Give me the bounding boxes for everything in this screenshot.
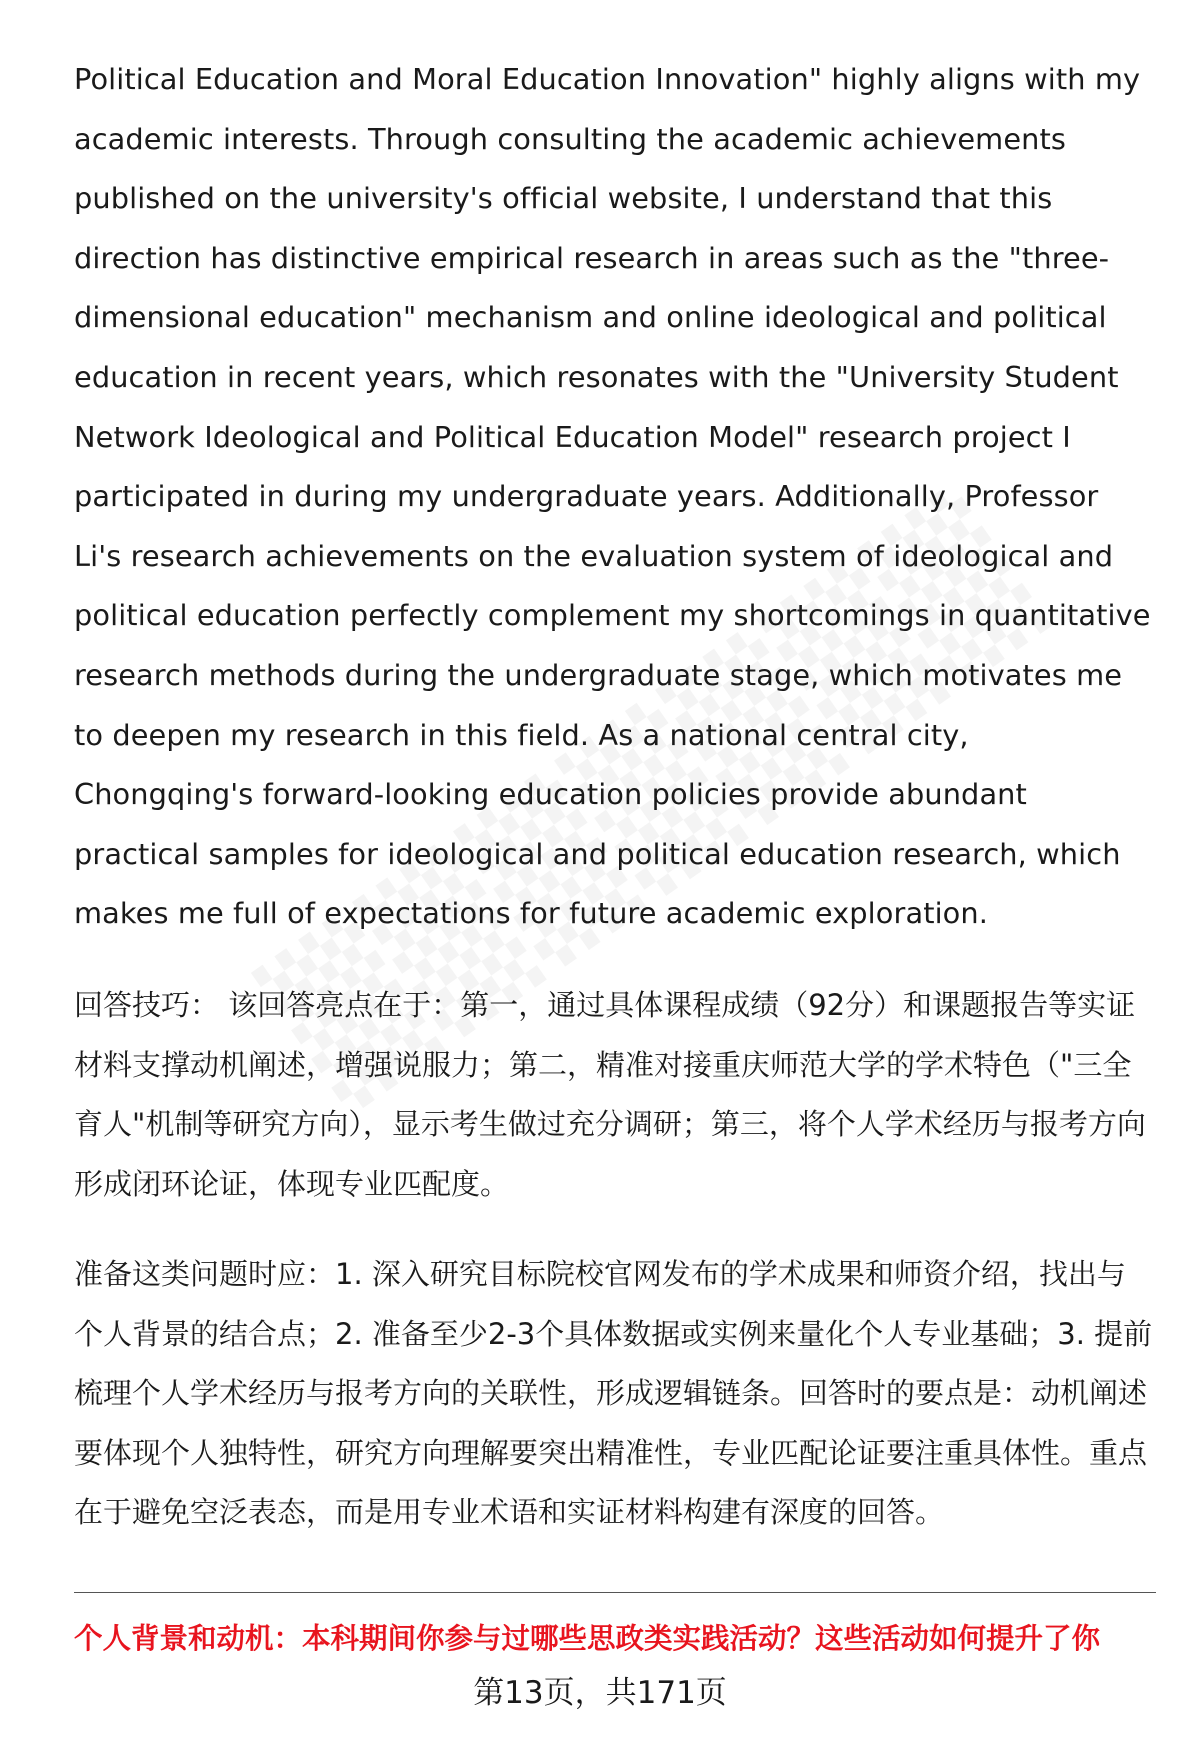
page-number: 第13页，共171页 bbox=[473, 1675, 727, 1711]
next-question-heading: 个人背景和动机：本科期间你参与过哪些思政类实践活动？这些活动如何提升了你 bbox=[74, 1622, 1101, 1655]
answer-english-paragraph: Political Education and Moral Education Innovation" highly aligns with my academic interests. Through consulting the academic achievements published on the university's official website, I understand that this direction has distinctive empirical research in areas such as the "three-dimensional education" mechanism and online ideological and political education in recent years, which resonates with the "University Student Network Ideological and Political Education Model" research project I participated in during my undergraduate years. Additionally, Professor Li's research achievements on the evaluation system of ideological and political education perfectly complement my shortcomings in quantitative research methods during the undergraduate stage, which motivates me to deepen my research in this field. As a national central city, Chongqing's forward-looking education policies provide abundant practical samples for ideological and political education research, which makes me full of expectations for future academic exploration. bbox=[74, 62, 1151, 931]
preparation-advice-paragraph: 准备这类问题时应：1. 深入研究目标院校官网发布的学术成果和师资介绍，找出与个人背景的结合点；2. 准备至少2-3个具体数据或实例来量化个人专业基础；3. 提前梳理个人学术经历与报考方向的关联性，形成逻辑链条。回答时的要点是：动机阐述要体现个人独特性，研究方向理解要突出精准性，专业匹配论证要注重具体性。重点在于避免空泛表态，而是用专业术语和实证材料构建有深度的回答。 bbox=[74, 1257, 1153, 1530]
answer-tips-paragraph: 回答技巧： 该回答亮点在于：第一，通过具体课程成绩（92分）和课题报告等实证材料支撑动机阐述，增强说服力；第二，精准对接重庆师范大学的学术特色（"三全育人"机制等研究方向），显示考生做过充分调研；第三，将个人学术经历与报考方向形成闭环论证，体现专业匹配度。 bbox=[74, 988, 1146, 1201]
section-divider bbox=[74, 1592, 1156, 1593]
